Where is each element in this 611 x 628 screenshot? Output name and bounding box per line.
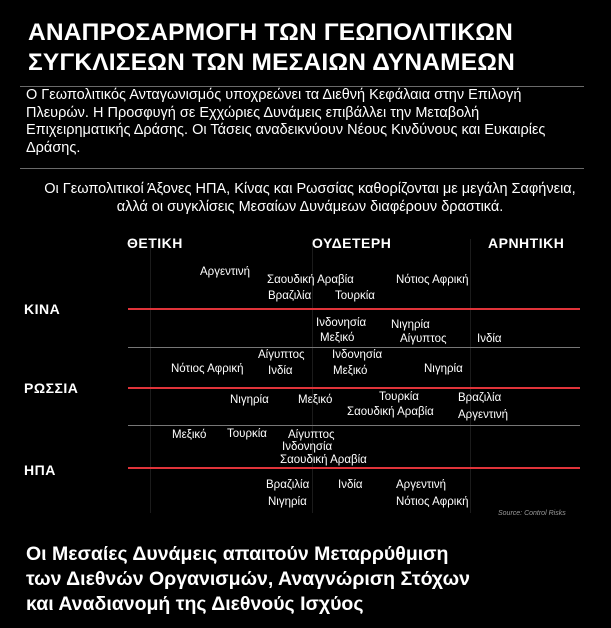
texture-stripe bbox=[150, 239, 151, 513]
country-label: Νιγηρία bbox=[268, 496, 307, 508]
country-label: Αίγυπτος bbox=[400, 333, 447, 345]
column-negative: ΑΡΝΗΤΙΚΗ bbox=[488, 235, 565, 251]
country-label: Αίγυπτος bbox=[258, 349, 305, 361]
country-label: Ινδία bbox=[338, 479, 363, 491]
alignment-diagram bbox=[0, 225, 611, 523]
country-label: Ινδονησία bbox=[332, 349, 383, 361]
row-separator bbox=[128, 425, 580, 426]
page-title bbox=[28, 18, 588, 78]
country-label: Σαουδική Αραβία bbox=[267, 274, 354, 286]
footer-line-3: και Αναδιανομή της Διεθνούς Ισχύος bbox=[26, 593, 364, 615]
column-positive: ΘΕΤΙΚΗ bbox=[127, 235, 183, 251]
country-label: Αργεντινή bbox=[200, 266, 251, 278]
column-neutral: ΟΥΔΕΤΕΡΗ bbox=[312, 235, 392, 251]
axes-note: Οι Γεωπολιτικοί Άξονες ΗΠΑ, Κίνας και Ρωσσίας καθορίζονται με μεγάλη Σαφήνεια, αλλά οι συγκλίσεις Μεσαίων Δυνάμεων διαφέρουν δραστικά. bbox=[44, 181, 576, 215]
footer-conclusion bbox=[26, 542, 606, 617]
country-label: Νότιος Αφρική bbox=[171, 363, 244, 375]
country-label: Νιγηρία bbox=[424, 363, 463, 375]
country-label: Ινδία bbox=[268, 365, 293, 377]
title-line-1: ΑΝΑΠΡΟΣΑΡΜΟΓΗ ΤΩΝ ΓΕΩΠΟΛΙΤΙΚΩΝ bbox=[28, 19, 514, 46]
footer-line-2: των Διεθνών Οργανισμών, Αναγνώριση Στόχων bbox=[26, 568, 470, 590]
row-label-china: ΚΙΝΑ bbox=[24, 301, 61, 317]
country-label: Τουρκία bbox=[227, 428, 267, 440]
axis-line-china bbox=[128, 308, 580, 310]
country-label: Βραζιλία bbox=[266, 479, 310, 491]
intro-divider bbox=[20, 168, 584, 169]
intro-paragraph: Ο Γεωπολιτικός Ανταγωνισμός υποχρεώνει τα Διεθνή Κεφάλαια στην Επιλογή Πλευρών. Η Προσφυγή σε Εχχώριες Δυνάμεις επιβάλλει την Μεταβολή Επιχειρηματικής Δράσης. Οι Τάσεις αναδεικνύουν Νέους Κινδύνους και Ευκαιρίες Δράσης. bbox=[26, 87, 546, 156]
country-label: Βραζιλία bbox=[458, 392, 502, 404]
country-label: Ινδονησία bbox=[316, 317, 367, 329]
country-label: Νότιος Αφρική bbox=[396, 496, 469, 508]
country-label: Αργεντινή bbox=[396, 479, 447, 491]
row-separator bbox=[128, 347, 580, 348]
country-label: Σαουδική Αραβία bbox=[347, 406, 434, 418]
country-label: Τουρκία bbox=[379, 391, 419, 403]
footer-line-1: Οι Μεσαίες Δυνάμεις απαιτούν Μεταρρύθμιση bbox=[26, 543, 449, 565]
axis-line-usa bbox=[128, 467, 580, 469]
country-label: Αίγυπτος bbox=[288, 429, 335, 441]
country-label: Τουρκία bbox=[335, 290, 375, 302]
country-label: Νότιος Αφρική bbox=[396, 274, 469, 286]
source-credit: Source: Control Risks bbox=[498, 510, 566, 517]
title-line-2: ΣΥΓΚΛΙΣΕΩΝ ΤΩΝ ΜΕΣΑΙΩΝ ΔΥΝΑΜΕΩΝ bbox=[28, 49, 516, 76]
texture-stripe bbox=[470, 239, 471, 513]
row-label-usa: ΗΠΑ bbox=[24, 462, 56, 478]
country-label: Βραζιλία bbox=[268, 290, 312, 302]
country-label: Μεξικό bbox=[333, 365, 368, 377]
country-label: Μεξικό bbox=[320, 332, 355, 344]
axis-line-russia bbox=[128, 387, 580, 389]
country-label: Μεξικό bbox=[172, 429, 207, 441]
country-label: Αργεντινή bbox=[458, 409, 509, 421]
country-label: Σαουδική Αραβία bbox=[280, 454, 367, 466]
country-label: Ινδία bbox=[477, 333, 502, 345]
country-label: Νιγηρία bbox=[391, 319, 430, 331]
country-label: Μεξικό bbox=[298, 394, 333, 406]
country-label: Νιγηρία bbox=[230, 394, 269, 406]
country-label: Ινδονησία bbox=[282, 441, 333, 453]
row-label-russia: ΡΩΣΣΙΑ bbox=[24, 380, 79, 396]
